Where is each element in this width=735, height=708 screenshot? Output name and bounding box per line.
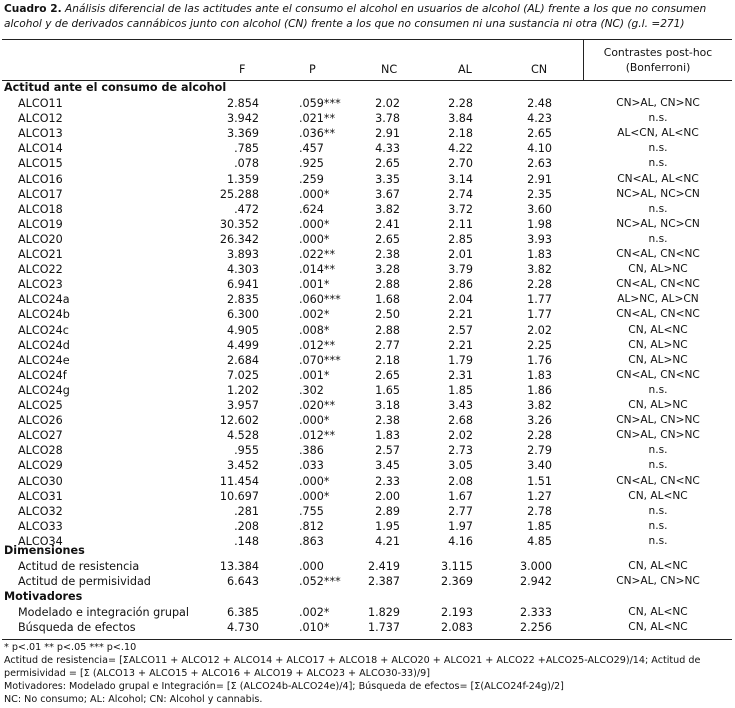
table-row <box>0 262 735 277</box>
header-al: AL <box>458 63 472 76</box>
cell-cn: 2.65 <box>527 127 552 141</box>
cell-p: .386 <box>299 444 324 458</box>
header-cn: CN <box>531 63 548 76</box>
cell-nc: 2.65 <box>375 368 400 382</box>
row-label: ALCO24b <box>18 308 70 322</box>
table-row <box>0 292 735 307</box>
cell-f: 6.941 <box>226 278 259 292</box>
table-row <box>0 383 735 398</box>
table-row <box>0 443 735 458</box>
cell-p: .000* <box>299 489 330 503</box>
cell-post-hoc: CN, AL<NC <box>628 560 688 572</box>
cell-cn: 2.28 <box>527 278 552 292</box>
cell-al: 2.04 <box>448 293 473 307</box>
cell-nc: 2.38 <box>375 414 400 428</box>
table-row <box>0 534 735 549</box>
cell-f: 13.384 <box>219 560 259 573</box>
cell-post-hoc: CN>AL, CN>NC <box>616 575 700 587</box>
cell-nc: 4.21 <box>375 534 400 548</box>
bottom-rule <box>2 639 732 640</box>
row-label: ALCO20 <box>18 232 63 246</box>
cell-post-hoc: n.s. <box>648 534 668 547</box>
cell-nc: 2.65 <box>375 232 400 246</box>
cell-p: .001* <box>299 368 330 382</box>
cell-p: .012** <box>299 338 336 352</box>
row-label: ALCO13 <box>18 127 63 141</box>
cell-post-hoc: AL<CN, AL<NC <box>617 127 699 140</box>
cell-nc: 2.65 <box>375 157 400 171</box>
cell-nc: 2.88 <box>375 278 400 292</box>
cell-cn: 1.83 <box>527 368 552 382</box>
cell-nc: 1.95 <box>375 519 400 533</box>
cell-p: .000* <box>299 414 330 428</box>
header-p: P <box>309 63 316 76</box>
cell-nc: 3.67 <box>375 187 400 201</box>
row-label: ALCO11 <box>18 97 63 110</box>
cell-f: .955 <box>234 444 259 458</box>
cell-cn: 2.78 <box>527 504 552 518</box>
cell-al: 2.31 <box>448 368 473 382</box>
cell-p: .020** <box>299 399 336 412</box>
cell-cn: 4.10 <box>527 142 552 156</box>
table-row <box>0 413 735 428</box>
cell-p: .302 <box>299 383 324 397</box>
cell-p: .755 <box>299 504 324 518</box>
table-row <box>0 620 735 635</box>
cell-f: 3.893 <box>226 248 259 261</box>
cell-cn: 3.82 <box>527 399 552 412</box>
cell-nc: 2.33 <box>375 474 400 488</box>
cell-al: 2.193 <box>440 606 473 619</box>
table-row <box>0 307 735 322</box>
cell-post-hoc: n.s. <box>648 444 668 457</box>
cell-p: .059*** <box>299 97 341 110</box>
header-post-hoc <box>584 45 732 75</box>
table-row <box>0 458 735 473</box>
cell-al: 4.22 <box>448 142 473 156</box>
cell-al: 2.70 <box>448 157 473 171</box>
row-label: ALCO24c <box>18 323 69 337</box>
row-label: Actitud de permisividad <box>18 575 151 588</box>
cell-f: 4.730 <box>226 621 259 634</box>
section-dimensiones: Dimensiones <box>4 544 85 557</box>
cell-f: 2.684 <box>226 353 259 367</box>
note-permisividad: permisividad = [Σ (ALCO13 + ALCO15 + ALCO16 + ALCO19 + ALCO23 + ALCO30-33)/9] <box>4 668 430 679</box>
cell-al: 3.72 <box>448 202 473 216</box>
cell-cn: 3.60 <box>527 202 552 216</box>
table-row <box>0 172 735 187</box>
cell-post-hoc: CN<AL, AL<NC <box>617 172 699 185</box>
row-label: ALCO21 <box>18 248 63 261</box>
table-caption <box>4 2 730 32</box>
table-row <box>0 353 735 368</box>
cell-cn: 2.25 <box>527 338 552 352</box>
cell-f: 10.697 <box>219 489 259 503</box>
cell-nc: 1.68 <box>375 293 400 307</box>
cell-nc: 1.829 <box>367 606 400 619</box>
cell-cn: 2.48 <box>527 97 552 110</box>
cell-al: 2.77 <box>448 504 473 518</box>
row-label: ALCO25 <box>18 399 63 412</box>
cell-cn: 2.91 <box>527 172 552 186</box>
note-motivadores: Motivadores: Modelado grupal e Integración= [Σ (ALCO24b-ALCO24e)/4]; Búsqueda de efectos= [Σ(ALCO24f-24g)/2] <box>4 681 564 692</box>
cell-cn: 3.26 <box>527 414 552 428</box>
table-row <box>0 504 735 519</box>
cell-cn: 1.51 <box>527 474 552 488</box>
cell-p: .259 <box>299 172 324 186</box>
table-row <box>0 156 735 171</box>
cell-al: 4.16 <box>448 534 473 548</box>
cell-post-hoc: CN<AL, CN<NC <box>616 248 700 260</box>
cell-cn: 1.76 <box>527 353 552 367</box>
cell-post-hoc: n.s. <box>648 157 668 170</box>
cell-p: .002* <box>299 308 330 322</box>
row-label: ALCO18 <box>18 202 63 216</box>
table-row <box>0 323 735 338</box>
cell-post-hoc: CN, AL<NC <box>628 489 688 502</box>
cell-post-hoc: CN, AL<NC <box>628 323 688 336</box>
cell-nc: 3.82 <box>375 202 400 216</box>
cell-p: .002* <box>299 606 330 619</box>
cell-al: 2.21 <box>448 338 473 352</box>
cell-f: 26.342 <box>219 232 259 246</box>
cell-nc: 2.41 <box>375 217 400 231</box>
cell-post-hoc: CN>AL, CN>NC <box>616 429 700 442</box>
cell-p: .001* <box>299 278 330 292</box>
cell-f: 7.025 <box>226 368 259 382</box>
row-label: Modelado e integración grupal <box>18 606 190 619</box>
header-post-hoc-method: (Bonferroni) <box>625 61 691 74</box>
cell-p: .008* <box>299 323 330 337</box>
table-row <box>0 489 735 504</box>
cell-p: .021** <box>299 112 336 126</box>
table-row <box>0 111 735 126</box>
cell-post-hoc: CN, AL<NC <box>628 606 688 618</box>
cell-cn: 1.27 <box>527 489 552 503</box>
cell-nc: 3.78 <box>375 112 400 126</box>
top-rule <box>2 39 732 40</box>
cell-post-hoc: CN, AL<NC <box>628 621 688 633</box>
cell-post-hoc: CN, AL>NC <box>628 263 688 276</box>
section-motivadores: Motivadores <box>4 590 83 603</box>
cell-al: 2.74 <box>448 187 473 201</box>
cell-nc: 3.35 <box>375 172 400 186</box>
cell-p: .812 <box>299 519 324 533</box>
cell-nc: 2.91 <box>375 127 400 141</box>
cell-nc: 2.387 <box>367 575 400 588</box>
cell-p: .863 <box>299 534 324 548</box>
cell-cn: 2.28 <box>527 429 552 443</box>
cell-cn: 2.63 <box>527 157 552 171</box>
row-label: ALCO29 <box>18 459 63 473</box>
cell-cn: 4.85 <box>527 534 552 548</box>
cell-f: 6.300 <box>226 308 259 322</box>
cell-p: .010* <box>299 621 330 634</box>
row-label: ALCO14 <box>18 142 63 156</box>
cell-al: 2.68 <box>448 414 473 428</box>
row-label: ALCO24d <box>18 338 70 352</box>
cell-nc: 3.28 <box>375 263 400 277</box>
cell-p: .000* <box>299 232 330 246</box>
cell-nc: 4.33 <box>375 142 400 156</box>
cell-cn: 1.77 <box>527 308 552 322</box>
row-label: ALCO30 <box>18 474 63 488</box>
cell-post-hoc: n.s. <box>648 112 668 125</box>
cell-cn: 3.000 <box>519 560 552 573</box>
row-label: ALCO34 <box>18 534 63 548</box>
cell-post-hoc: CN>AL, CN>NC <box>616 97 700 109</box>
cell-p: .000* <box>299 187 330 201</box>
table-row <box>0 202 735 217</box>
cell-p: .925 <box>299 157 324 171</box>
cell-f: 3.452 <box>226 459 259 473</box>
cell-cn: 1.85 <box>527 519 552 533</box>
cell-nc: 2.57 <box>375 444 400 458</box>
note-significance: * p<.01 ** p<.05 *** p<.10 <box>4 642 137 653</box>
table-row <box>0 277 735 292</box>
row-label: ALCO15 <box>18 157 63 171</box>
table-row <box>0 428 735 443</box>
cell-f: 6.385 <box>226 606 259 619</box>
cell-al: 1.97 <box>448 519 473 533</box>
cell-post-hoc: CN<AL, CN<NC <box>616 308 700 321</box>
cell-nc: 2.38 <box>375 248 400 261</box>
row-label: ALCO27 <box>18 429 63 443</box>
cell-al: 1.79 <box>448 353 473 367</box>
cell-al: 3.79 <box>448 263 473 277</box>
cell-cn: 2.35 <box>527 187 552 201</box>
cell-nc: 2.88 <box>375 323 400 337</box>
cell-f: 3.942 <box>226 112 259 126</box>
row-label: ALCO16 <box>18 172 63 186</box>
cell-cn: 3.93 <box>527 232 552 246</box>
cell-f: .472 <box>234 202 259 216</box>
cell-f: .078 <box>234 157 259 171</box>
cell-f: 12.602 <box>219 414 259 428</box>
table-row <box>0 247 735 262</box>
table-row <box>0 605 735 620</box>
table-row <box>0 187 735 202</box>
cell-f: 2.835 <box>226 293 259 307</box>
cell-nc: 2.77 <box>375 338 400 352</box>
cell-post-hoc: CN<AL, CN<NC <box>616 368 700 381</box>
cell-f: 2.854 <box>226 97 259 110</box>
section-actitud: Actitud ante el consumo de alcohol <box>4 81 227 94</box>
cell-nc: 3.18 <box>375 399 400 412</box>
cell-nc: 2.50 <box>375 308 400 322</box>
cell-post-hoc: CN, AL>NC <box>628 353 688 366</box>
cell-p: .070*** <box>299 353 341 367</box>
note-resistencia: Actitud de resistencia= [ΣALCO11 + ALCO12 + ALCO14 + ALCO17 + ALCO18 + ALCO20 + ALCO21 + ALCO22 +ALCO25-ALCO29)/14; Actitud de <box>4 655 701 666</box>
row-label: ALCO28 <box>18 444 63 458</box>
cell-nc: 2.02 <box>375 97 400 110</box>
row-label: ALCO33 <box>18 519 63 533</box>
cell-f: 3.369 <box>226 127 259 141</box>
row-label: ALCO24e <box>18 353 70 367</box>
row-label: ALCO19 <box>18 217 63 231</box>
cell-al: 2.08 <box>448 474 473 488</box>
cell-al: 2.86 <box>448 278 473 292</box>
cell-post-hoc: n.s. <box>648 142 668 155</box>
cell-post-hoc: NC>AL, NC>CN <box>616 187 700 200</box>
row-label: ALCO24g <box>18 383 70 397</box>
cell-cn: 1.83 <box>527 248 552 261</box>
cell-cn: 2.79 <box>527 444 552 458</box>
cell-nc: 1.65 <box>375 383 400 397</box>
table-row <box>0 519 735 534</box>
cell-al: 2.369 <box>440 575 473 588</box>
cell-f: 11.454 <box>219 474 259 488</box>
row-label: ALCO23 <box>18 278 63 292</box>
table-row <box>0 559 735 574</box>
cell-f: 4.303 <box>226 263 259 277</box>
cell-post-hoc: CN, AL>NC <box>628 399 688 411</box>
cell-cn: 1.86 <box>527 383 552 397</box>
cell-nc: 2.89 <box>375 504 400 518</box>
cell-p: .457 <box>299 142 324 156</box>
cell-nc: 1.737 <box>367 621 400 634</box>
cell-f: 4.499 <box>226 338 259 352</box>
cell-f: 3.957 <box>226 399 259 412</box>
cell-cn: 1.98 <box>527 217 552 231</box>
cell-nc: 2.419 <box>367 560 400 573</box>
cell-cn: 2.02 <box>527 323 552 337</box>
table-row <box>0 574 735 589</box>
cell-f: .281 <box>234 504 259 518</box>
table-row <box>0 217 735 232</box>
cell-al: 2.083 <box>440 621 473 634</box>
cell-p: .624 <box>299 202 324 216</box>
row-label: Búsqueda de efectos <box>18 621 136 634</box>
row-label: ALCO22 <box>18 263 63 277</box>
cell-al: 3.43 <box>448 399 473 412</box>
table-row <box>0 126 735 141</box>
cell-al: 2.01 <box>448 248 473 261</box>
header-nc: NC <box>381 63 398 76</box>
cell-al: 3.05 <box>448 459 473 473</box>
cell-f: 6.643 <box>226 575 259 588</box>
cell-al: 3.115 <box>440 560 473 573</box>
table-row <box>0 141 735 156</box>
cell-post-hoc: CN<AL, CN<NC <box>616 474 700 487</box>
cell-cn: 2.256 <box>519 621 552 634</box>
table-row <box>0 474 735 489</box>
caption-text: Análisis diferencial de las actitudes ante el consumo el alcohol en usuarios de alcohol (AL) frente a los que no consumen alcohol y de derivados cannábicos junto con alcohol (CN) frente a los que no consumen ni una sustancia ni otra (NC) (g.l. =271) <box>4 3 707 30</box>
table-notes <box>4 641 732 706</box>
cell-p: .012** <box>299 429 336 443</box>
note-abbreviations: NC: No consumo; AL: Alcohol; CN: Alcohol y cannabis. <box>4 694 263 705</box>
cell-cn: 3.40 <box>527 459 552 473</box>
cell-nc: 1.83 <box>375 429 400 443</box>
cell-al: 2.21 <box>448 308 473 322</box>
cell-p: .033 <box>299 459 324 473</box>
table-row <box>0 398 735 413</box>
cell-post-hoc: AL>NC, AL>CN <box>617 293 699 306</box>
table-row <box>0 338 735 353</box>
cell-al: 2.18 <box>448 127 473 141</box>
cell-post-hoc: NC>AL, NC>CN <box>616 217 700 230</box>
cell-al: 2.11 <box>448 217 473 231</box>
cell-p: .036** <box>299 127 336 141</box>
cell-post-hoc: CN<AL, CN<NC <box>616 278 700 291</box>
cell-cn: 2.333 <box>519 606 552 619</box>
table-row <box>0 232 735 247</box>
cell-f: .785 <box>234 142 259 156</box>
table-row <box>0 368 735 383</box>
cell-post-hoc: CN>AL, CN>NC <box>616 414 700 427</box>
cell-f: 4.905 <box>226 323 259 337</box>
cell-post-hoc: n.s. <box>648 519 668 532</box>
row-label: ALCO26 <box>18 414 63 428</box>
cell-post-hoc: CN, AL>NC <box>628 338 688 351</box>
cell-f: 1.202 <box>226 383 259 397</box>
cell-al: 3.84 <box>448 112 473 126</box>
row-label: ALCO12 <box>18 112 63 126</box>
cell-nc: 3.45 <box>375 459 400 473</box>
cell-p: .000* <box>299 217 330 231</box>
cell-f: .148 <box>234 534 259 548</box>
cell-cn: 3.82 <box>527 263 552 277</box>
table-row <box>0 96 735 111</box>
cell-cn: 2.942 <box>519 575 552 588</box>
cell-al: 1.85 <box>448 383 473 397</box>
caption-label: Cuadro 2. <box>4 3 62 15</box>
cell-post-hoc: n.s. <box>648 383 668 396</box>
row-label: ALCO31 <box>18 489 63 503</box>
cell-p: .014** <box>299 263 336 277</box>
cell-post-hoc: n.s. <box>648 504 668 517</box>
cell-al: 1.67 <box>448 489 473 503</box>
cell-post-hoc: n.s. <box>648 202 668 215</box>
cell-f: .208 <box>234 519 259 533</box>
row-label: ALCO32 <box>18 504 63 518</box>
cell-cn: 1.77 <box>527 293 552 307</box>
header-f: F <box>239 63 246 76</box>
cell-p: .000 <box>299 560 324 573</box>
cell-cn: 4.23 <box>527 112 552 126</box>
cell-nc: 2.18 <box>375 353 400 367</box>
cell-f: 30.352 <box>219 217 259 231</box>
row-label: Actitud de resistencia <box>18 560 140 573</box>
header-post-hoc-title: Contrastes post-hoc <box>603 46 713 59</box>
row-label: ALCO17 <box>18 187 63 201</box>
cell-al: 2.02 <box>448 429 473 443</box>
row-label: ALCO24a <box>18 293 70 307</box>
cell-p: .060*** <box>299 293 341 307</box>
cell-al: 2.28 <box>448 97 473 110</box>
cell-p: .000* <box>299 474 330 488</box>
cell-f: 1.359 <box>226 172 259 186</box>
cell-nc: 2.00 <box>375 489 400 503</box>
cell-al: 2.85 <box>448 232 473 246</box>
cell-f: 25.288 <box>219 187 259 201</box>
cell-p: .022** <box>299 248 336 261</box>
cell-p: .052*** <box>299 575 341 588</box>
row-label: ALCO24f <box>18 368 67 382</box>
cell-al: 3.14 <box>448 172 473 186</box>
cell-al: 2.57 <box>448 323 473 337</box>
cell-f: 4.528 <box>226 429 259 443</box>
cell-post-hoc: n.s. <box>648 459 668 472</box>
cell-post-hoc: n.s. <box>648 232 668 245</box>
cell-al: 2.73 <box>448 444 473 458</box>
